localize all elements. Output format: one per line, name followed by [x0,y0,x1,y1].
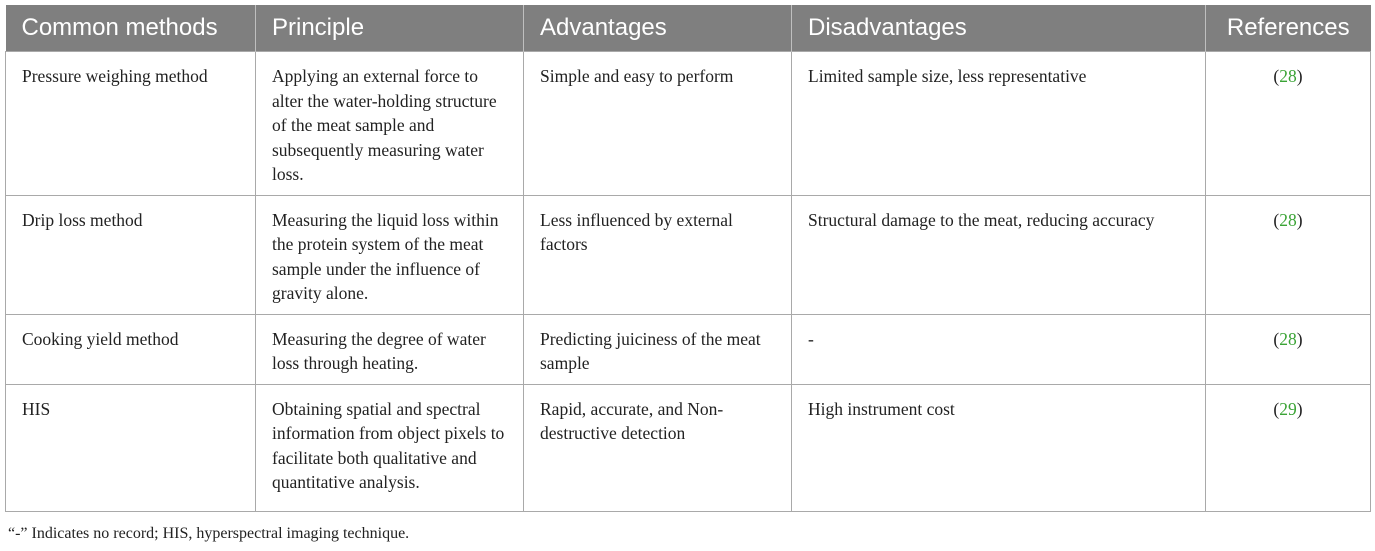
cell-reference [1206,195,1371,314]
ref-paren-open: ( [1273,209,1280,230]
ref-paren-close: ) [1296,66,1303,86]
cell-method: Pressure weighing method [6,52,256,196]
ref-paren-close: ) [1296,398,1303,419]
ref-paren-close: ) [1296,328,1303,349]
cell-advantages: Less influenced by external factors [524,195,792,314]
methods-table-container [5,5,1370,512]
cell-principle: Obtaining spatial and spectral information from object pixels to facilitate both qualitative and quantitative analysis. [256,384,524,511]
table-footnote: “-” Indicates no record; HIS, hyperspectral imaging technique. [8,525,410,542]
cell-reference [1206,52,1371,196]
header-principle: Principle [256,5,524,52]
ref-paren-open: ( [1273,66,1280,86]
reference-link[interactable]: 28 [1279,66,1297,86]
cell-advantages: Simple and easy to perform [524,52,792,196]
table-row [6,314,1371,384]
header-advantages: Advantages [524,5,792,52]
header-references: References [1206,5,1371,52]
reference-link[interactable]: 29 [1279,398,1297,419]
cell-disadvantages: Structural damage to the meat, reducing accuracy [792,195,1206,314]
reference-link[interactable]: 28 [1279,328,1297,349]
table-row [6,384,1371,511]
header-disadvantages: Disadvantages [792,5,1206,52]
cell-principle: Measuring the degree of water loss through heating. [256,314,524,384]
cell-reference [1206,314,1371,384]
reference-link[interactable]: 28 [1279,209,1297,230]
cell-method: Cooking yield method [6,314,256,384]
cell-advantages: Predicting juiciness of the meat sample [524,314,792,384]
cell-disadvantages: - [792,314,1206,384]
cell-principle: Applying an external force to alter the water-holding structure of the meat sample and subsequently measuring water loss. [256,52,524,196]
cell-reference [1206,384,1371,511]
methods-table [5,5,1371,512]
cell-advantages: Rapid, accurate, and Non-destructive detection [524,384,792,511]
table-row [6,195,1371,314]
cell-method: HIS [6,384,256,511]
cell-method: Drip loss method [6,195,256,314]
cell-principle: Measuring the liquid loss within the protein system of the meat sample under the influence of gravity alone. [256,195,524,314]
ref-paren-open: ( [1273,328,1280,349]
table-row [6,52,1371,196]
ref-paren-open: ( [1273,398,1280,419]
cell-disadvantages: Limited sample size, less representative [792,52,1206,196]
table-header-row [6,5,1371,52]
header-common-methods: Common methods [6,5,256,52]
cell-disadvantages: High instrument cost [792,384,1206,511]
ref-paren-close: ) [1296,209,1303,230]
